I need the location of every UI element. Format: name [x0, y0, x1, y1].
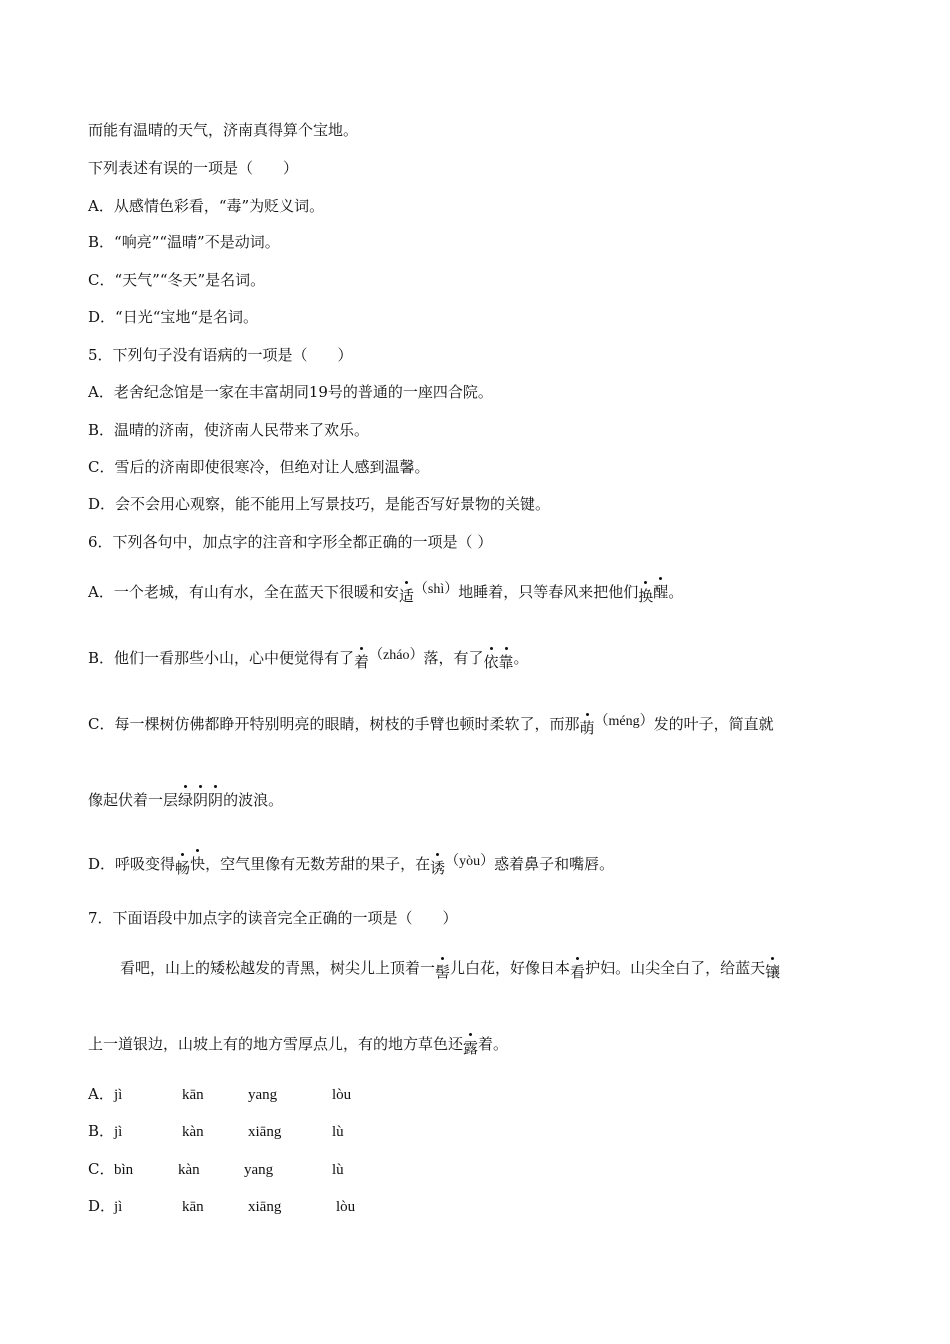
- dotted-char: 萌: [579, 719, 595, 737]
- passage-text: 护妇。山尖全白了，给蓝天: [585, 959, 766, 977]
- option-text: 呼吸变得: [115, 855, 176, 873]
- pinyin: （yòu）: [445, 854, 495, 869]
- reading: lòu: [332, 1087, 352, 1103]
- q7-option-b[interactable]: [88, 1121, 870, 1142]
- q7-passage-line-2: [88, 1034, 870, 1057]
- reading: yang: [248, 1087, 278, 1103]
- pinyin: （méng）: [594, 714, 654, 729]
- q4-option-c[interactable]: [88, 270, 870, 290]
- option-text: 。: [513, 649, 529, 667]
- dotted-char: 靠: [498, 653, 514, 671]
- reading: yang: [244, 1162, 274, 1178]
- option-letter: B．: [88, 1122, 115, 1140]
- reading: kàn: [178, 1162, 200, 1178]
- option-letter: A．: [88, 197, 114, 215]
- reading: kān: [182, 1087, 204, 1103]
- option-letter: D．: [88, 1197, 116, 1215]
- q4-option-d[interactable]: [88, 307, 870, 327]
- option-letter: A．: [88, 1085, 114, 1103]
- dotted-char: 着: [354, 653, 370, 671]
- pinyin: （zháo）: [369, 648, 424, 663]
- dotted-char: 髻: [435, 963, 451, 981]
- dotted-char: 快: [190, 855, 206, 873]
- reading: lù: [332, 1124, 344, 1140]
- q6-option-b[interactable]: [88, 648, 870, 670]
- dotted-char: 露: [463, 1039, 479, 1057]
- q6-stem: 6．下列各句中，加点字的注音和字形全都正确的一项是（ ）: [88, 533, 493, 551]
- reading: kàn: [182, 1124, 204, 1140]
- option-text: 温晴的济南，使济南人民带来了欢乐。: [114, 421, 370, 439]
- passage-text: 上一道银边，山坡上有的地方雪厚点儿，有的地方草色还: [88, 1035, 464, 1053]
- option-text: 每一棵树仿佛都睁开特别明亮的眼睛，树枝的手臂也顿时柔软了，而那: [114, 715, 580, 733]
- intro-line: 而能有温晴的天气，济南真得算个宝地。: [88, 121, 359, 139]
- option-text: 惑着鼻子和嘴唇。: [494, 855, 615, 873]
- q6-option-c-continued: [88, 790, 870, 810]
- option-letter: B．: [88, 421, 115, 439]
- option-text: “天气”“冬天”是名词。: [114, 271, 266, 289]
- option-letter: D．: [88, 308, 116, 326]
- q6-option-c[interactable]: [88, 714, 870, 736]
- dotted-char: 诱: [430, 859, 446, 877]
- option-letter: C．: [88, 271, 115, 289]
- q4-option-b[interactable]: [88, 232, 870, 252]
- option-text: 落，有了: [423, 649, 484, 667]
- dotted-char: 看: [570, 963, 586, 981]
- option-text: 他们一看那些小山，心中便觉得有了: [114, 649, 355, 667]
- option-letter: A．: [88, 583, 114, 601]
- option-text: 像起伏着一层: [88, 791, 179, 809]
- passage-text: 儿白花，好像日本: [450, 959, 571, 977]
- option-text: 发的叶子，简直就: [653, 715, 774, 733]
- pinyin: （shì）: [413, 582, 459, 597]
- option-text: 一个老城，有山有水，全在蓝天下很暖和安: [113, 583, 399, 601]
- option-text: 地睡着，只等春风来把他们: [458, 583, 639, 601]
- reading: xiāng: [248, 1124, 282, 1140]
- dotted-char: 醒: [653, 583, 669, 601]
- passage-text: 看吧，山上的矮松越发的青黑，树尖儿上顶着一: [120, 959, 436, 977]
- q6-option-a[interactable]: [88, 582, 870, 604]
- passage-text: 着。: [478, 1035, 509, 1053]
- option-text: 。: [668, 583, 684, 601]
- dotted-char: 阴: [208, 791, 224, 809]
- q6-option-d[interactable]: [88, 854, 870, 876]
- option-text: “响亮”“温晴”不是动词。: [114, 233, 280, 251]
- q7-option-c[interactable]: [88, 1159, 870, 1180]
- option-text: 的波浪。: [223, 791, 284, 809]
- q4-stem: 下列表述有误的一项是（ ）: [88, 159, 299, 177]
- q4-option-a[interactable]: [88, 196, 870, 216]
- dotted-char: 绿: [178, 791, 194, 809]
- reading: bìn: [114, 1162, 134, 1178]
- option-letter: B．: [88, 233, 115, 251]
- reading: jì: [114, 1087, 123, 1103]
- reading: jì: [114, 1199, 123, 1215]
- q5-option-a[interactable]: [88, 382, 870, 402]
- reading: xiāng: [248, 1199, 282, 1215]
- q5-option-d[interactable]: [88, 494, 870, 514]
- option-text: 雪后的济南即使很寒冷，但绝对让人感到温馨。: [114, 458, 430, 476]
- option-letter: C．: [88, 458, 115, 476]
- option-letter: B．: [88, 649, 115, 667]
- dotted-char: 阴: [193, 791, 209, 809]
- q7-passage-line-1: [120, 958, 910, 981]
- q5-option-c[interactable]: [88, 457, 870, 477]
- option-text: 会不会用心观察，能不能用上写景技巧，是能否写好景物的关键。: [115, 495, 551, 513]
- option-letter: C．: [88, 1160, 115, 1178]
- dotted-char: 换: [638, 587, 654, 605]
- dotted-char: 适: [398, 587, 414, 605]
- q7-option-a[interactable]: [88, 1084, 870, 1105]
- reading: lòu: [336, 1199, 356, 1215]
- dotted-char: 畅: [175, 859, 191, 877]
- option-letter: D．: [88, 855, 116, 873]
- q7-option-d[interactable]: [88, 1196, 870, 1217]
- q5-stem: 5．下列句子没有语病的一项是（ ）: [88, 346, 353, 364]
- q5-option-b[interactable]: [88, 420, 870, 440]
- q7-stem: 7．下面语段中加点字的读音完全正确的一项是（ ）: [88, 909, 458, 927]
- reading: kān: [182, 1199, 204, 1215]
- reading: jì: [114, 1124, 123, 1140]
- dotted-char: 镶: [765, 963, 781, 981]
- option-text: 老舍纪念馆是一家在丰富胡同19号的普通的一座四合院。: [113, 383, 493, 401]
- option-text: ，空气里像有无数芳甜的果子，在: [205, 855, 431, 873]
- option-letter: D．: [88, 495, 116, 513]
- option-letter: A．: [88, 383, 114, 401]
- option-text: “日光“宝地“是名词。: [115, 308, 259, 326]
- reading: lù: [332, 1162, 344, 1178]
- option-letter: C．: [88, 715, 115, 733]
- option-text: 从感情色彩看，“毒”为贬义词。: [113, 197, 325, 215]
- dotted-char: 依: [483, 653, 499, 671]
